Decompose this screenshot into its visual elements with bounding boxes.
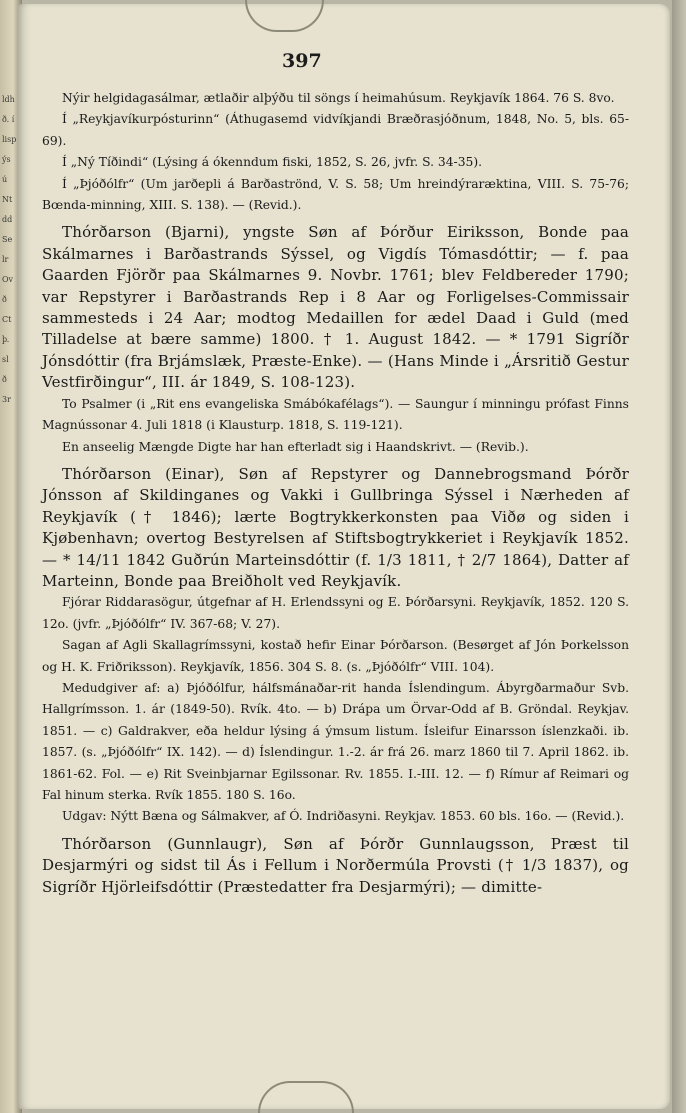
entry-note-paragraph: Fjórar Riddarasögur, útgefnar af H. Erlendssyni og E. Þórðarsyni. Reykjavík, 1852. 120 S. 12o. (jvfr. „Þjóðólfr“ IV. 367-68; V. 27). <box>42 595 629 631</box>
page-text <box>42 88 629 898</box>
entry-note-paragraph: Í „Reykjavíkurpósturinn“ (Áthugasemd vidvíkjandi Bræðrasjóðnum, 1848, No. 5, bls. 65-69). <box>42 112 629 148</box>
entry-note-paragraph: Nýir helgidagasálmar, ætlaðir alþýðu til söngs í heimahúsum. Reykjavík 1864. 76 S. 8vo. <box>62 91 615 105</box>
entry-note-paragraph: To Psalmer (i „Rit ens evangeliska Smábókafélags“). — Saungur í minningu prófast Finns Magnússonar 4. Juli 1818 (i Klausturp. 1818, S. 119-121). <box>42 396 629 433</box>
page-edge-right <box>672 0 686 1113</box>
entry-heading-paragraph: Thórðarson (Gunnlaugr), Søn af Þórðr Gunnlaugsson, Præst til Desjarmýri og sidst til Ás i Fellum i Norðermúla Provsti († 1/3 1837), og Sigríðr Hjörleifsdóttir (Præstedatter fra Desjarmýri); — dimitte- <box>42 834 629 896</box>
footer-ornament <box>258 1081 354 1113</box>
entry-heading-paragraph: Thórðarson (Einar), Søn af Repstyrer og Dannebrogsmand Þórðr Jónsson af Skildinganes og Vakki i Gullbringa Sýssel i Nærheden af Reykjavík († 1846); lærte Bogtrykkerkonsten paa Viðø og siden i Kjøbenhavn; overtog Bestyrelsen af Stiftsbogtrykkeriet i Reykjavík 1852. — * 14/11 1842 Guðrún Marteinsdóttir (f. 1/3 1811, † 2/7 1864), Datter af Marteinn, Bonde paa Breiðholt ved Reykjavík. <box>42 464 629 590</box>
page-number: 397 <box>282 50 322 72</box>
entry-heading-paragraph: Thórðarson (Bjarni), yngste Søn af Þórður Eiriksson, Bonde paa Skálmarnes i Barðastrands Sýssel, og Vigdís Tómasdóttir; — f. paa Gaarden Fjörðr paa Skálmarnes 9. Novbr. 1761; blev Feldbereder 1790; var Repstyrer i Barðastrands Rep i 8 Aar og Forligelses-Commissair sammesteds i 24 Aar; modtog Medaillen for ædel Daad i Guld (med Tilladelse at bære samme) 1800. † 1. August 1842. — * 1791 Sigríðr Jónsdóttir (fra Brjámslæk, Præste-Enke). — (Hans Minde i „Ársritið Gestur Vestfirðingur“, III. ár 1849, S. 108-123). <box>42 223 629 392</box>
entry-note-paragraph: Medudgiver af: a) Þjóðólfur, hálfsmánaðar-rit handa Íslendingum. Ábyrgðarmaður Svb. Hallgrímsson. 1. ár (1849-50). Rvík. 4to. — b) Drápa um Örvar-Odd af B. Gröndal. Reykjav. 1851. — c) Galdrakver, eða heldur lýsing á ýmsum listum. Ísleifur Einarsson íslenzkaði. ib. 1857. (s. „Þjóðólfr“ IX. 142). — d) Íslendingur. 1.-2. ár frá 26. marz 1860 til 7. April 1862. ib. 1861-62. Fol. — e) Rit Sveinbjarnar Egilssonar. Rv. 1855. I.-III. 12. — f) Rímur af Reimari og Fal hinum sterka. Rvík 1855. 180 S. 16o. <box>42 680 629 802</box>
entry-note-paragraph: Sagan af Agli Skallagrímssyni, kostað hefir Einar Þórðarson. (Besørget af Jón Þorkelsson og H. K. Friðriksson). Reykjavík, 1856. 304 S. 8. (s. „Þjóðólfr“ VIII. 104). <box>42 638 629 674</box>
entry-note-paragraph: En anseelig Mængde Digte har han efterladt sig i Haandskrivt. — (Revib.). <box>62 439 529 454</box>
entry-note-paragraph: Í „Ný Tíðindi“ (Lýsing á ókenndum fiski, 1852, S. 26, jvfr. S. 34-35). <box>62 155 483 170</box>
entry-note-paragraph: Í „Þjóðólfr“ (Um jarðepli á Barðaströnd, V. S. 58; Um hreindýraræktina, VIII. S. 75-76; Bœnda-minning, XIII. S. 138). — (Revid.). <box>42 176 629 213</box>
entry-note-paragraph: Udgav: Nýtt Bæna og Sálmakver, af Ó. Indriðasyni. Reykjav. 1853. 60 bls. 16o. — (Revid.). <box>62 809 625 824</box>
previous-page-edge: ldh ð. í lisp ýs ú Nt dd Se lr Ov ð Ct þ. sl ð 3r <box>0 0 22 1113</box>
